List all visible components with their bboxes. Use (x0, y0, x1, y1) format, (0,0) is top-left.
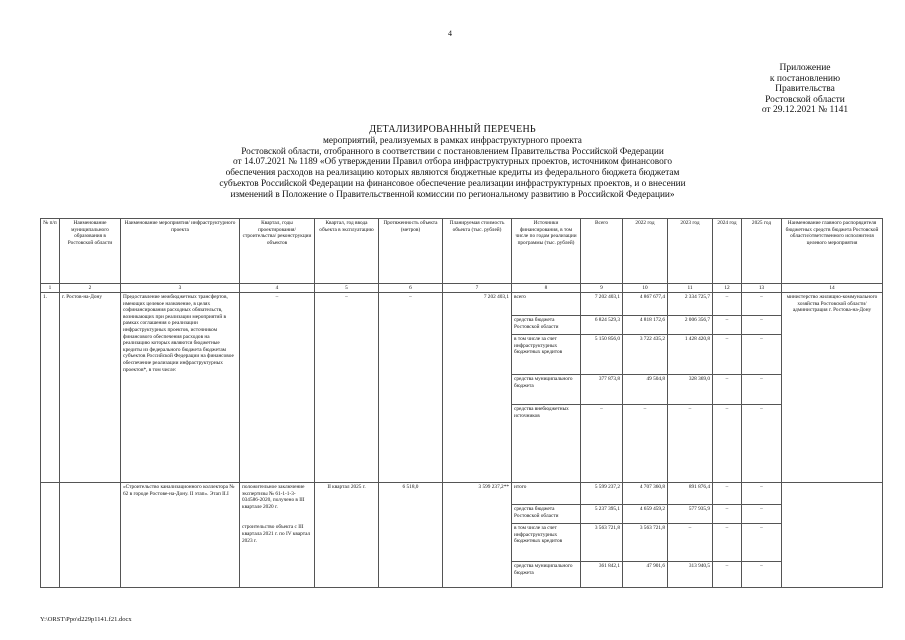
year-2024-cell: – (713, 405, 742, 483)
header-cell: 2022 год (623, 219, 668, 284)
column-number: 14 (782, 284, 883, 293)
year-2024-cell: – (713, 375, 742, 405)
year-2023-cell: – (668, 524, 713, 562)
column-number: 5 (315, 284, 379, 293)
file-path-footer: Y:\ORST\Ppo\d229p1141.f21.docx (40, 616, 132, 623)
title-line: субъектов Российской Федерации на финансовое обеспечение реализации инфраструктурных проектов, и о внесении (219, 178, 686, 189)
total-cell: 5 150 856,0 (581, 335, 623, 375)
year-2024-cell: – (713, 335, 742, 375)
year-2023-cell: – (668, 405, 713, 483)
year-2023-cell: 2 334 725,7 (668, 293, 713, 316)
header-row (41, 219, 883, 284)
year-2024-cell: – (713, 483, 742, 505)
column-number: 13 (742, 284, 782, 293)
total-cell: 6 824 529,3 (581, 316, 623, 335)
year-2023-cell: 313 940,5 (668, 562, 713, 588)
responsible-cell (782, 483, 883, 588)
total-cell: – (581, 405, 623, 483)
year-2025-cell: – (742, 483, 782, 505)
total-cell: 361 842,1 (581, 562, 623, 588)
year-2023-cell: 2 006 356,7 (668, 316, 713, 335)
table-row (41, 483, 883, 505)
year-2023-cell: 577 935,9 (668, 505, 713, 524)
source-label: в том числе за счет инфраструктурных бюджетных кредитов (512, 335, 581, 375)
source-label: средства муниципального бюджета (512, 375, 581, 405)
appendix-line: к постановлению (769, 73, 841, 84)
year-2022-cell: 3 563 721,8 (623, 524, 668, 562)
total-cell: 5 237 395,1 (581, 505, 623, 524)
header-cell: Источники финансирования, в том числе по годам реализации программы (тыс. рублей) (512, 219, 581, 284)
column-number: 9 (581, 284, 623, 293)
header-cell: Квартал, год ввода объекта в эксплуатацию (315, 219, 379, 284)
quarter-years-cell (240, 483, 315, 588)
page-number: 4 (448, 29, 452, 38)
column-number: 2 (60, 284, 121, 293)
appendix-line: Ростовской области (765, 94, 845, 105)
header-cell: Всего (581, 219, 623, 284)
header-cell: Наименование мероприятия/ инфраструктурного проекта (121, 219, 240, 284)
commission-cell: – (315, 293, 379, 483)
year-2025-cell: – (742, 293, 782, 316)
year-2024-cell: – (713, 293, 742, 316)
year-2024-cell: – (713, 562, 742, 588)
municipality-cell (60, 483, 121, 588)
total-cell: 7 202 403,1 (581, 293, 623, 316)
event-cell: Предоставление межбюджетных трансфертов, имеющих целевое назначение, в целях софинансирования расходных обязательств, возникающих при реализации мероприятий в рамках соглашения о реализации инфраструктурных проектов, источником финансового обеспечения расходов на реализацию которых являются бюджетные кредиты из федерального бюджета бюджетам субъектов Российской Федерации на финансовое обеспечение реализации инфраструктурных проектов*, в том числе: (121, 293, 240, 483)
year-2022-cell: 4 818 172,6 (623, 316, 668, 335)
document-title (150, 125, 755, 201)
source-label: средства внебюджетных источников (512, 405, 581, 483)
year-2025-cell: – (742, 524, 782, 562)
year-2022-cell: 4 659 459,2 (623, 505, 668, 524)
year-2025-cell: – (742, 562, 782, 588)
year-2025-cell: – (742, 405, 782, 483)
year-2025-cell: – (742, 316, 782, 335)
title-line: от 14.07.2021 № 1189 «Об утверждении Правил отбора инфраструктурных проектов, источником финансового (233, 157, 672, 168)
title-line: Ростовской области, отобранного в соответствии с постановлением Правительства Российской Федерации (241, 146, 664, 157)
header-cell: Планируемая стоимость объекта (тыс. рублей) (443, 219, 512, 284)
title-line: мероприятий, реализуемых в рамках инфраструктурного проекта (323, 135, 582, 146)
total-cell: 3 563 721,8 (581, 524, 623, 562)
cost-cell: 3 599 237,2** (443, 483, 512, 588)
year-2024-cell: – (713, 524, 742, 562)
column-number-row (41, 284, 883, 293)
length-cell: 6 518,0 (379, 483, 443, 588)
year-2022-cell: 4 707 360,8 (623, 483, 668, 505)
row-number: 1. (41, 293, 60, 483)
year-2024-cell: – (713, 505, 742, 524)
commission-cell: II квартал 2025 г. (315, 483, 379, 588)
header-cell: Протяженность объекта (метров) (379, 219, 443, 284)
year-2025-cell: – (742, 375, 782, 405)
appendix-line: Приложение (779, 63, 831, 73)
year-2025-cell: – (742, 505, 782, 524)
header-cell: Наименование муниципального образования в Ростовской области (60, 219, 121, 284)
construction-period-text: строительство объекта с III квартала 2021 г. по IV квартал 2023 г. (242, 524, 311, 544)
header-cell: 2024 год (713, 219, 742, 284)
header-cell: Квартал, годы проектирования/ строительства/ реконструкции объектов (240, 219, 315, 284)
municipality-cell: г. Ростов-на-Дону (60, 293, 121, 483)
quarter-years-cell: – (240, 293, 315, 483)
year-2022-cell: – (623, 405, 668, 483)
column-number: 12 (713, 284, 742, 293)
source-label: средства бюджета Ростовской области (512, 316, 581, 335)
column-number: 10 (623, 284, 668, 293)
column-number: 8 (512, 284, 581, 293)
expertise-text: положительное заключение экспертизы № 61-1-1-3-034586-2020, получено в III квартале 2020 г. (242, 484, 305, 510)
length-cell: – (379, 293, 443, 483)
row-number (41, 483, 60, 588)
appendix-block (700, 63, 905, 116)
year-2023-cell: 891 876,4 (668, 483, 713, 505)
measures-table (40, 218, 883, 588)
year-2025-cell: – (742, 335, 782, 375)
source-label: всего (512, 293, 581, 316)
year-2023-cell: 1 428 420,8 (668, 335, 713, 375)
appendix-line: от 29.12.2021 № 1141 (761, 105, 849, 116)
title-line: обеспечения расходов на реализацию которых являются бюджетные кредиты из федерального бюджета бюджетам (225, 168, 680, 179)
column-number: 1 (41, 284, 60, 293)
source-label: итого (512, 483, 581, 505)
total-cell: 377 873,8 (581, 375, 623, 405)
source-label: средства муниципального бюджета (512, 562, 581, 588)
event-cell: «Строительство канализационного коллектора № 62 в городе Ростове-на-Дону. II этап». Этап II.I (121, 483, 240, 588)
column-number: 6 (379, 284, 443, 293)
table-row (41, 293, 883, 316)
source-label: средства бюджета Ростовской области (512, 505, 581, 524)
column-number: 4 (240, 284, 315, 293)
column-number: 3 (121, 284, 240, 293)
year-2024-cell: – (713, 316, 742, 335)
cost-cell: 7 202 403,1 (443, 293, 512, 483)
title-line: изменений в Положение о Правительственной комиссии по региональному развитию в Российской Федерации» (230, 189, 675, 200)
header-cell: 2023 год (668, 219, 713, 284)
source-label: в том числе за счет инфраструктурных бюджетных кредитов (512, 524, 581, 562)
total-cell: 5 599 237,2 (581, 483, 623, 505)
responsible-cell: министерство жилищно-коммунального хозяйства Ростовской области/администрация г. Ростова-на-Дону (782, 293, 883, 483)
year-2022-cell: 49 504,8 (623, 375, 668, 405)
header-cell: № п/п (41, 219, 60, 284)
header-cell: Наименование главного распорядителя бюджетных средств бюджета Ростовской области/ответственного исполнителя целевого мероприятия (782, 219, 883, 284)
appendix-line: Правительства (775, 84, 835, 95)
year-2022-cell: 4 867 677,4 (623, 293, 668, 316)
header-cell: 2025 год (742, 219, 782, 284)
column-number: 11 (668, 284, 713, 293)
year-2022-cell: 47 901,6 (623, 562, 668, 588)
year-2023-cell: 328 369,0 (668, 375, 713, 405)
year-2022-cell: 3 722 435,2 (623, 335, 668, 375)
column-number: 7 (443, 284, 512, 293)
title-main: ДЕТАЛИЗИРОВАННЫЙ ПЕРЕЧЕНЬ (369, 124, 536, 135)
